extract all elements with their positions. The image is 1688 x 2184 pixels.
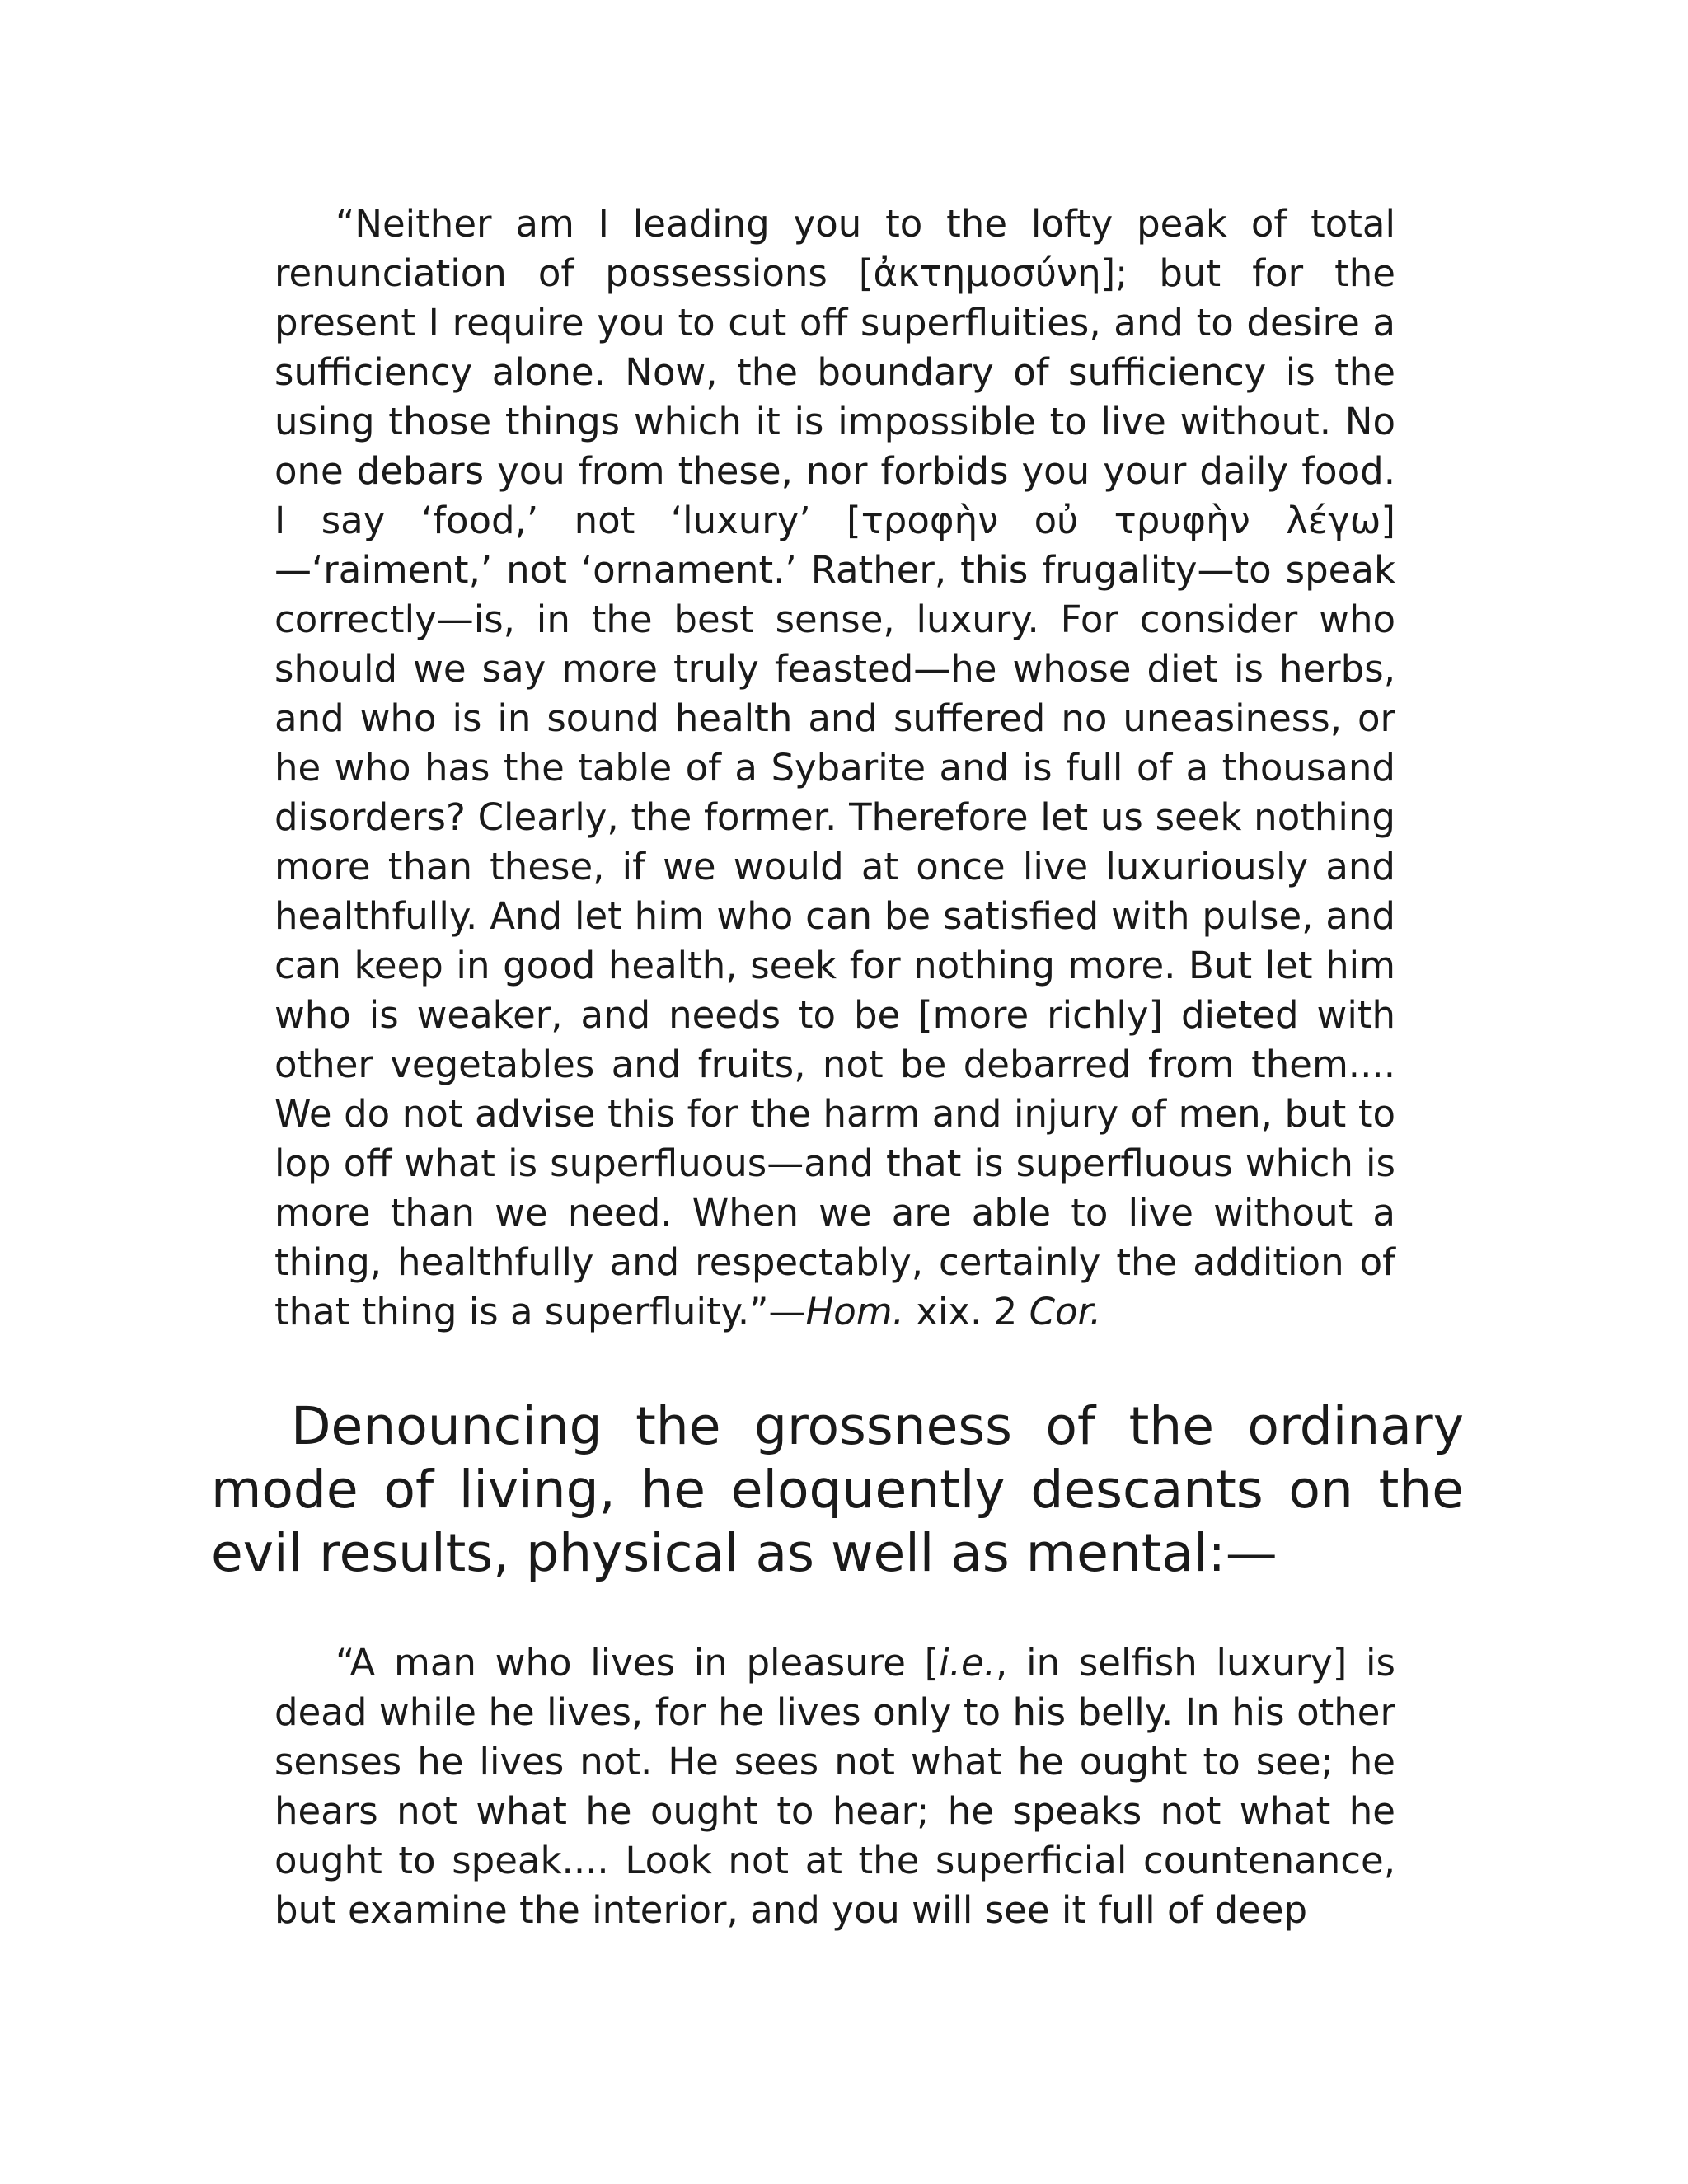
quotation-chrysostom-pleasure — [274, 1638, 1395, 1935]
quotation-text: “Neither am I leading you to the lofty peak of total renunciation of possessions [ἀκτημοσύνη]; but for the present I require you to cut off superfluities, and to desire a sufficiency alone. Now, the boundary of sufficiency is the using those things which it is impossible to live without. No one debars you from these, nor forbids you your daily food. I say ‘food,’ not ‘luxury’ [τροφὴν οὐ τρυφὴν λέγω]—‘raiment,’ not ‘ornament.’ Rather, this frugality—to speak correctly—is, in the best sense, luxury. For consider who should we say more truly feasted—he whose diet is herbs, and who is in sound health and suffered no uneasiness, or he who has the table of a Sybarite and is full of a thousand disorders? Clearly, the former. Therefore let us seek nothing more than these, if we would at once live luxuriously and healthfully. And let him who can be satisfied with pulse, and can keep in good health, seek for nothing more. But let him who is weaker, and needs to be [more richly] dieted with other vegetables and fruits, not be debarred from them.... We do not advise this for the harm and injury of men, but to lop off what is superfluous—and that is superfluous which is more than we need. When we are able to live without a thing, healthfully and respectably, certainly the addition of that thing is a superfluity.”— — [274, 202, 1395, 1333]
quotation-lead: “A man who lives in pleasure [ — [335, 1641, 940, 1685]
quotation-rest: , in selfish luxury] is dead while he lives, for he lives only to his belly. In his other senses he lives not. He sees not what he ought to see; he hears not what he ought to hear; he speaks not what he ought to speak.... Look not at the superficial countenance, but examine the interior, and you will see it full of deep — [274, 1641, 1396, 1932]
citation-book: Cor. — [1029, 1290, 1102, 1333]
citation-number: xix. 2 — [903, 1290, 1029, 1333]
narrative-text: Denouncing the grossness of the ordinary mode of living, he eloquently descants on the evil results, physical as well as mental:— — [211, 1396, 1464, 1583]
narrative-paragraph — [211, 1394, 1464, 1585]
quotation-chrysostom-frugality — [274, 199, 1395, 1337]
abbreviation-ie: i.e. — [939, 1641, 996, 1685]
citation-homily: Hom. — [805, 1290, 904, 1333]
